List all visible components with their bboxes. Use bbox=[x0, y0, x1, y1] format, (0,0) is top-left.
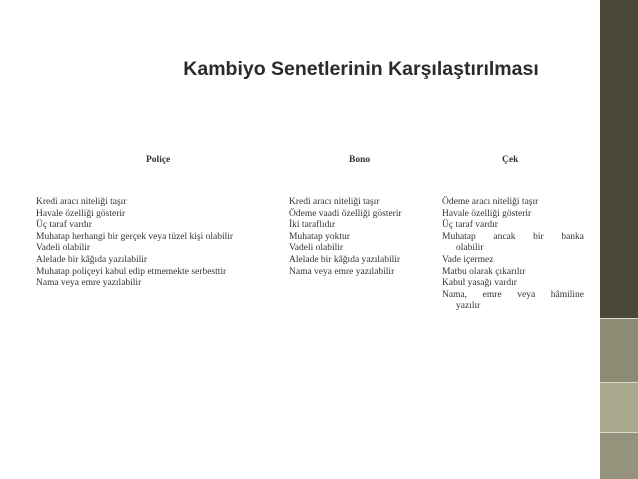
list-item: İki taraflıdır bbox=[289, 220, 336, 231]
list-item: Ödeme vaadi özelliği gösterir bbox=[289, 208, 402, 219]
bono-features-list bbox=[289, 197, 429, 278]
slide-title: Kambiyo Senetlerinin Karşılaştırılması bbox=[183, 58, 539, 80]
list-item: Kredi aracı niteliği taşır bbox=[36, 197, 127, 207]
sidebar-mid-band bbox=[600, 318, 638, 382]
sidebar-divider bbox=[600, 382, 638, 383]
list-item: Havale özelliği gösterir bbox=[442, 208, 532, 219]
list-item: Kabul yasağı vardır bbox=[442, 278, 517, 289]
cek-features-list bbox=[442, 197, 584, 313]
list-item: Ödeme aracı niteliği taşır bbox=[442, 197, 539, 207]
column-header-cek: Çek bbox=[502, 155, 519, 165]
list-item: yazılır bbox=[456, 301, 481, 312]
list-item: olabilir bbox=[456, 243, 484, 254]
list-item: Üç taraf vardır bbox=[36, 220, 92, 231]
list-item: Muhatap ancak bir banka bbox=[442, 231, 584, 242]
sidebar-divider bbox=[600, 432, 638, 433]
list-item: Vadeli olabilir bbox=[289, 243, 344, 254]
police-features-list bbox=[36, 197, 276, 290]
list-item: Muhatap yoktur bbox=[289, 231, 350, 242]
list-item: Vadeli olabilir bbox=[36, 243, 91, 254]
column-header-police: Poliçe bbox=[146, 155, 171, 165]
list-item: Nama, emre veya hâmiline bbox=[442, 289, 584, 300]
sidebar-light-band bbox=[600, 382, 638, 432]
list-item: Üç taraf vardır bbox=[442, 220, 498, 231]
list-item: Nama veya emre yazılabilir bbox=[36, 278, 142, 289]
list-item: Alelade bir kâğıda yazılabilir bbox=[289, 254, 401, 265]
list-item: Alelade bir kâğıda yazılabilir bbox=[36, 254, 148, 265]
column-header-bono: Bono bbox=[349, 155, 371, 165]
sidebar-divider bbox=[600, 318, 638, 319]
list-item: Kredi aracı niteliği taşır bbox=[289, 197, 380, 207]
list-item: Muhatap herhangi bir gerçek veya tüzel kişi olabilir bbox=[36, 231, 234, 242]
sidebar-bottom-band bbox=[600, 432, 638, 479]
list-item: Muhatap poliçeyi kabul edip etmemekte serbesttir bbox=[36, 266, 227, 277]
list-item: Nama veya emre yazılabilir bbox=[289, 266, 395, 277]
decorative-sidebar bbox=[600, 0, 638, 479]
list-item: Havale özelliği gösterir bbox=[36, 208, 126, 219]
list-item: Vade içermez bbox=[442, 254, 494, 265]
list-item: Matbu olarak çıkarılır bbox=[442, 266, 526, 277]
sidebar-dark-band bbox=[600, 0, 638, 318]
